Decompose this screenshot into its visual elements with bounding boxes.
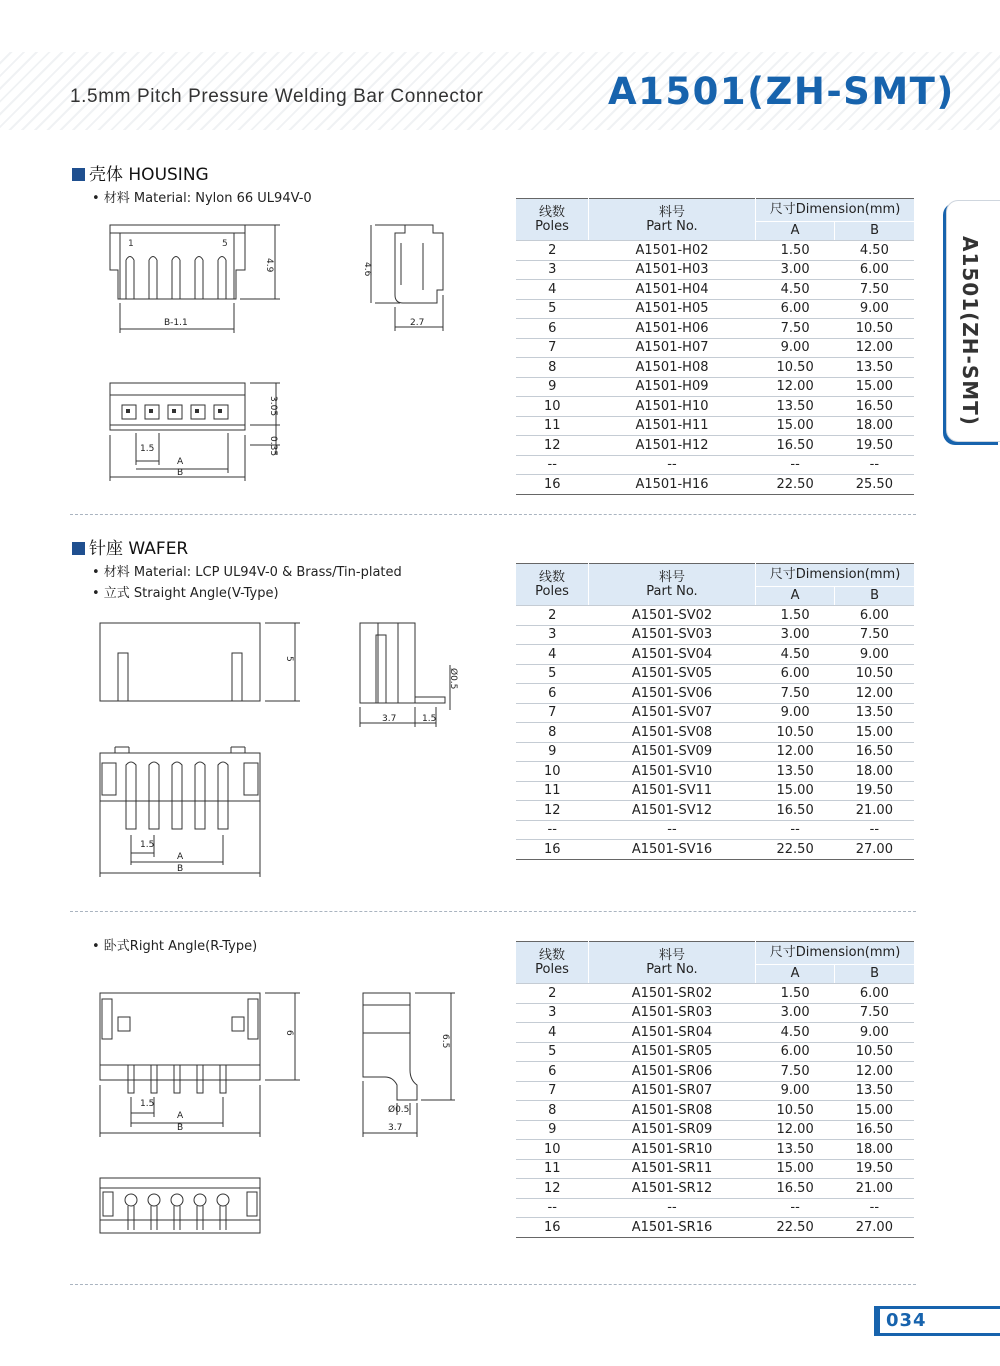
table-cell: A1501-H11 [589, 416, 756, 436]
table-cell: 6.00 [835, 984, 914, 1004]
table-row [516, 801, 914, 821]
table-cell: 16 [516, 840, 589, 860]
col-b: B [835, 965, 914, 984]
table-cell: A1501-SR07 [589, 1081, 756, 1101]
table-cell: 2 [516, 984, 589, 1004]
table-cell: 21.00 [835, 801, 914, 821]
wafer-front-drawing [95, 615, 305, 710]
table-row [516, 684, 914, 704]
table-cell: 2 [516, 241, 589, 261]
table-row [516, 664, 914, 684]
table-cell: A1501-SR10 [589, 1140, 756, 1160]
table-row [516, 299, 914, 319]
side-tab-label: A1501(ZH-SMT) [958, 236, 982, 426]
right-angle-side-drawing [355, 985, 465, 1140]
housing-front-drawing [100, 215, 300, 340]
table-cell: 4.50 [756, 280, 835, 300]
table-cell: 1.50 [756, 984, 835, 1004]
table-cell: A1501-H07 [589, 338, 756, 358]
table-cell: 4 [516, 645, 589, 665]
housing-side-dim-w: 2.7 [410, 318, 425, 328]
table-row [516, 840, 914, 860]
table-cell: 12.00 [835, 684, 914, 704]
table-row [516, 625, 914, 645]
table-cell: -- [835, 455, 914, 475]
table-cell: 12.00 [756, 742, 835, 762]
table-cell: 19.50 [835, 1159, 914, 1179]
table-cell: 10.50 [756, 1101, 835, 1121]
right-angle-dim-a: A [177, 1111, 184, 1121]
housing-title-text: 壳体 HOUSING [89, 165, 209, 185]
col-poles: 线数 Poles [516, 942, 589, 984]
table-cell: 7 [516, 1081, 589, 1101]
table-row [516, 762, 914, 782]
wafer-material: • 材料 Material: LCP UL94V-0 & Brass/Tin-plated [92, 565, 402, 580]
table-cell: A1501-SV12 [589, 801, 756, 821]
right-angle-dim-h: 6 [284, 1030, 294, 1036]
table-cell: A1501-SV08 [589, 723, 756, 743]
wafer-table-body [516, 606, 914, 860]
table-cell: 9.00 [835, 1023, 914, 1043]
table-cell: A1501-SR02 [589, 984, 756, 1004]
table-cell: 13.50 [835, 358, 914, 378]
table-cell: 22.50 [756, 475, 835, 495]
table-cell: 4.50 [756, 1023, 835, 1043]
table-cell: 15.00 [756, 416, 835, 436]
col-dim: 尺寸Dimension(mm) [756, 199, 915, 222]
table-cell: 13.50 [756, 1140, 835, 1160]
right-angle-side-dim-w: 3.7 [388, 1123, 403, 1133]
table-cell: -- [516, 455, 589, 475]
table-cell: 1.50 [756, 606, 835, 626]
table-cell: 7.50 [756, 319, 835, 339]
table-cell: A1501-H09 [589, 377, 756, 397]
table-cell: 6.00 [835, 606, 914, 626]
table-cell: 4.50 [756, 645, 835, 665]
wafer-side-dim-d: Ø0.5 [448, 668, 458, 690]
col-poles: 线数 Poles [516, 199, 589, 241]
pin-mark-1: 1 [128, 239, 134, 249]
table-cell: 18.00 [835, 762, 914, 782]
table-cell: 19.50 [835, 436, 914, 456]
table-cell: A1501-SV06 [589, 684, 756, 704]
table-cell: 18.00 [835, 1140, 914, 1160]
table-cell: 9.00 [835, 645, 914, 665]
table-cell: A1501-SV09 [589, 742, 756, 762]
col-part: 料号 Part No. [589, 564, 756, 606]
wafer-top-drawing [95, 745, 305, 880]
housing-bottom-dim-top: 3.05 [268, 396, 278, 417]
table-cell: 13.50 [835, 1081, 914, 1101]
table-row [516, 645, 914, 665]
table-cell: 15.00 [756, 1159, 835, 1179]
table-cell: 1.50 [756, 241, 835, 261]
table-cell: 19.50 [835, 781, 914, 801]
table-cell: A1501-H03 [589, 260, 756, 280]
wafer-dim-a: A [177, 852, 184, 862]
table-cell: -- [589, 820, 756, 840]
table-cell: 9 [516, 742, 589, 762]
table-cell: 15.00 [835, 377, 914, 397]
table-cell: 11 [516, 416, 589, 436]
right-angle-table [516, 941, 914, 1238]
table-row [516, 1120, 914, 1140]
table-cell: 16.50 [835, 1120, 914, 1140]
table-cell: 5 [516, 664, 589, 684]
table-cell: 16.50 [756, 436, 835, 456]
table-cell: 13.50 [756, 762, 835, 782]
table-cell: 22.50 [756, 840, 835, 860]
table-cell: 10.50 [835, 319, 914, 339]
table-cell: 15.00 [835, 723, 914, 743]
table-row [516, 319, 914, 339]
wafer-dim-pitch: 1.5 [140, 840, 155, 850]
page-subtitle: 1.5mm Pitch Pressure Welding Bar Connector [70, 86, 484, 107]
table-cell: -- [756, 1198, 835, 1218]
table-row [516, 1159, 914, 1179]
table-cell: 6 [516, 319, 589, 339]
table-cell: 6.00 [756, 1042, 835, 1062]
right-angle-bottom-drawing [95, 1170, 270, 1240]
table-row [516, 1023, 914, 1043]
table-cell: 9.00 [835, 299, 914, 319]
table-cell: 21.00 [835, 1179, 914, 1199]
table-row [516, 338, 914, 358]
table-row [516, 723, 914, 743]
right-angle-front-drawing [95, 985, 305, 1140]
table-cell: 12.00 [835, 1062, 914, 1082]
table-cell: 6.00 [756, 664, 835, 684]
table-cell: 10 [516, 1140, 589, 1160]
table-cell: A1501-SR09 [589, 1120, 756, 1140]
table-cell: A1501-SV10 [589, 762, 756, 782]
table-row [516, 260, 914, 280]
wafer-title-text: 针座 WAFER [89, 539, 189, 559]
table-cell: 12 [516, 1179, 589, 1199]
table-cell: -- [589, 1198, 756, 1218]
table-cell: 6 [516, 684, 589, 704]
table-cell: A1501-H05 [589, 299, 756, 319]
table-cell: -- [516, 820, 589, 840]
divider [70, 514, 916, 515]
table-cell: 8 [516, 723, 589, 743]
col-a: A [756, 965, 835, 984]
table-cell: -- [516, 1198, 589, 1218]
table-cell: 13.50 [835, 703, 914, 723]
table-cell: 6.00 [835, 260, 914, 280]
right-angle-side-dim-h: 6.5 [440, 1034, 450, 1049]
wafer-type: • 立式 Straight Angle(V-Type) [92, 586, 279, 601]
table-row [516, 606, 914, 626]
table-cell: A1501-SV05 [589, 664, 756, 684]
table-cell: A1501-SV11 [589, 781, 756, 801]
table-row [516, 1101, 914, 1121]
table-cell: 5 [516, 1042, 589, 1062]
table-cell: 9 [516, 377, 589, 397]
col-a: A [756, 587, 835, 606]
housing-side-drawing [355, 215, 455, 340]
table-cell: 16.50 [756, 1179, 835, 1199]
table-cell: A1501-SR08 [589, 1101, 756, 1121]
housing-bottom-dim-a: A [177, 457, 184, 467]
table-cell: 5 [516, 299, 589, 319]
table-cell: 3 [516, 625, 589, 645]
table-row [516, 416, 914, 436]
table-cell: 4 [516, 1023, 589, 1043]
table-cell: 10 [516, 762, 589, 782]
housing-side-dim-h: 4.6 [362, 262, 372, 277]
table-cell: 2 [516, 606, 589, 626]
table-cell: A1501-SR04 [589, 1023, 756, 1043]
table-cell: 16.50 [756, 801, 835, 821]
right-angle-table-body [516, 984, 914, 1238]
table-cell: A1501-SV04 [589, 645, 756, 665]
housing-section-title [72, 160, 209, 185]
table-cell: 3.00 [756, 1003, 835, 1023]
table-cell: 10.50 [835, 1042, 914, 1062]
housing-table [516, 198, 914, 495]
table-row [516, 742, 914, 762]
table-cell: 16.50 [835, 742, 914, 762]
table-cell: 27.00 [835, 840, 914, 860]
divider [70, 1284, 916, 1285]
table-cell: 10 [516, 397, 589, 417]
col-b: B [835, 587, 914, 606]
table-row [516, 1140, 914, 1160]
right-angle-type: • 卧式Right Angle(R-Type) [92, 939, 258, 954]
wafer-side-dim-w: 3.7 [382, 714, 397, 724]
col-part: 料号 Part No. [589, 199, 756, 241]
table-cell: 10.50 [835, 664, 914, 684]
col-b: B [835, 222, 914, 241]
right-angle-side-dim-d: Ø0.5 [388, 1105, 410, 1115]
table-cell: A1501-SR16 [589, 1218, 756, 1238]
table-row [516, 377, 914, 397]
table-cell: 12.00 [835, 338, 914, 358]
table-cell: A1501-SR05 [589, 1042, 756, 1062]
table-row [516, 455, 914, 475]
table-cell: A1501-H02 [589, 241, 756, 261]
table-cell: 7 [516, 338, 589, 358]
divider [70, 911, 916, 912]
table-cell: 8 [516, 1101, 589, 1121]
table-cell: 3.00 [756, 625, 835, 645]
table-cell: 10.50 [756, 723, 835, 743]
table-cell: 12.00 [756, 1120, 835, 1140]
table-cell: 22.50 [756, 1218, 835, 1238]
table-cell: 7 [516, 703, 589, 723]
table-cell: 9.00 [756, 703, 835, 723]
table-cell: 6.00 [756, 299, 835, 319]
table-cell: 4.50 [835, 241, 914, 261]
table-cell: 12 [516, 801, 589, 821]
table-row [516, 280, 914, 300]
table-cell: A1501-H08 [589, 358, 756, 378]
table-cell: 27.00 [835, 1218, 914, 1238]
table-cell: A1501-SV16 [589, 840, 756, 860]
col-poles: 线数 Poles [516, 564, 589, 606]
table-cell: A1501-SR11 [589, 1159, 756, 1179]
right-angle-dim-b: B [177, 1123, 184, 1133]
housing-dim-h: 4.9 [264, 258, 274, 273]
square-bullet-icon [72, 168, 85, 181]
wafer-dim-b: B [177, 864, 184, 874]
col-part: 料号 Part No. [589, 942, 756, 984]
table-cell: A1501-H16 [589, 475, 756, 495]
table-row [516, 1081, 914, 1101]
table-cell: 16.50 [835, 397, 914, 417]
table-cell: A1501-SR03 [589, 1003, 756, 1023]
table-row [516, 1179, 914, 1199]
table-cell: A1501-H06 [589, 319, 756, 339]
housing-dim-w: B-1.1 [164, 318, 188, 328]
table-cell: 11 [516, 781, 589, 801]
table-cell: -- [589, 455, 756, 475]
pin-mark-5: 5 [222, 239, 228, 249]
table-cell: 18.00 [835, 416, 914, 436]
table-cell: 7.50 [835, 625, 914, 645]
table-row [516, 1003, 914, 1023]
table-cell: 3 [516, 260, 589, 280]
table-cell: -- [835, 1198, 914, 1218]
wafer-table [516, 563, 914, 860]
table-cell: 9.00 [756, 1081, 835, 1101]
table-cell: 7.50 [835, 1003, 914, 1023]
table-row [516, 820, 914, 840]
housing-bottom-drawing [100, 375, 300, 485]
table-row [516, 1062, 914, 1082]
table-cell: A1501-H10 [589, 397, 756, 417]
table-cell: 16 [516, 475, 589, 495]
table-cell: 9.00 [756, 338, 835, 358]
housing-bottom-dim-bot: 0.35 [268, 436, 278, 457]
right-angle-dim-pitch: 1.5 [140, 1099, 155, 1109]
col-dim: 尺寸Dimension(mm) [756, 942, 915, 965]
table-cell: A1501-SR12 [589, 1179, 756, 1199]
wafer-section-title [72, 534, 188, 559]
table-cell: 10.50 [756, 358, 835, 378]
table-cell: 15.00 [756, 781, 835, 801]
table-cell: 16 [516, 1218, 589, 1238]
table-row [516, 984, 914, 1004]
table-row [516, 781, 914, 801]
table-cell: 4 [516, 280, 589, 300]
wafer-side-dim-w2: 1.5 [422, 714, 437, 724]
table-cell: A1501-H12 [589, 436, 756, 456]
table-cell: 3.00 [756, 260, 835, 280]
table-cell: 9 [516, 1120, 589, 1140]
table-cell: -- [756, 455, 835, 475]
table-cell: 7.50 [756, 1062, 835, 1082]
housing-material: • 材料 Material: Nylon 66 UL94V-0 [92, 191, 312, 206]
table-cell: A1501-SV03 [589, 625, 756, 645]
table-row [516, 703, 914, 723]
table-row [516, 1218, 914, 1238]
table-cell: 6 [516, 1062, 589, 1082]
table-cell: -- [835, 820, 914, 840]
table-cell: 12.00 [756, 377, 835, 397]
housing-bottom-dim-b: B [177, 468, 184, 478]
table-row [516, 397, 914, 417]
table-cell: 15.00 [835, 1101, 914, 1121]
col-a: A [756, 222, 835, 241]
wafer-dim-h: 5 [284, 656, 294, 662]
housing-table-body [516, 241, 914, 495]
col-dim: 尺寸Dimension(mm) [756, 564, 915, 587]
table-cell: 7.50 [835, 280, 914, 300]
table-cell: 12 [516, 436, 589, 456]
page-number: 034 [886, 1310, 927, 1331]
table-row [516, 1042, 914, 1062]
housing-bottom-dim-pitch: 1.5 [140, 444, 155, 454]
table-cell: 11 [516, 1159, 589, 1179]
table-row [516, 241, 914, 261]
table-cell: 8 [516, 358, 589, 378]
table-cell: -- [756, 820, 835, 840]
table-cell: 25.50 [835, 475, 914, 495]
table-row [516, 436, 914, 456]
square-bullet-icon [72, 542, 85, 555]
table-row [516, 475, 914, 495]
table-cell: A1501-H04 [589, 280, 756, 300]
table-cell: A1501-SR06 [589, 1062, 756, 1082]
page-title: A1501(ZH-SMT) [608, 70, 955, 113]
table-cell: A1501-SV07 [589, 703, 756, 723]
table-row [516, 1198, 914, 1218]
table-cell: A1501-SV02 [589, 606, 756, 626]
table-cell: 7.50 [756, 684, 835, 704]
table-cell: 3 [516, 1003, 589, 1023]
table-row [516, 358, 914, 378]
table-cell: 13.50 [756, 397, 835, 417]
